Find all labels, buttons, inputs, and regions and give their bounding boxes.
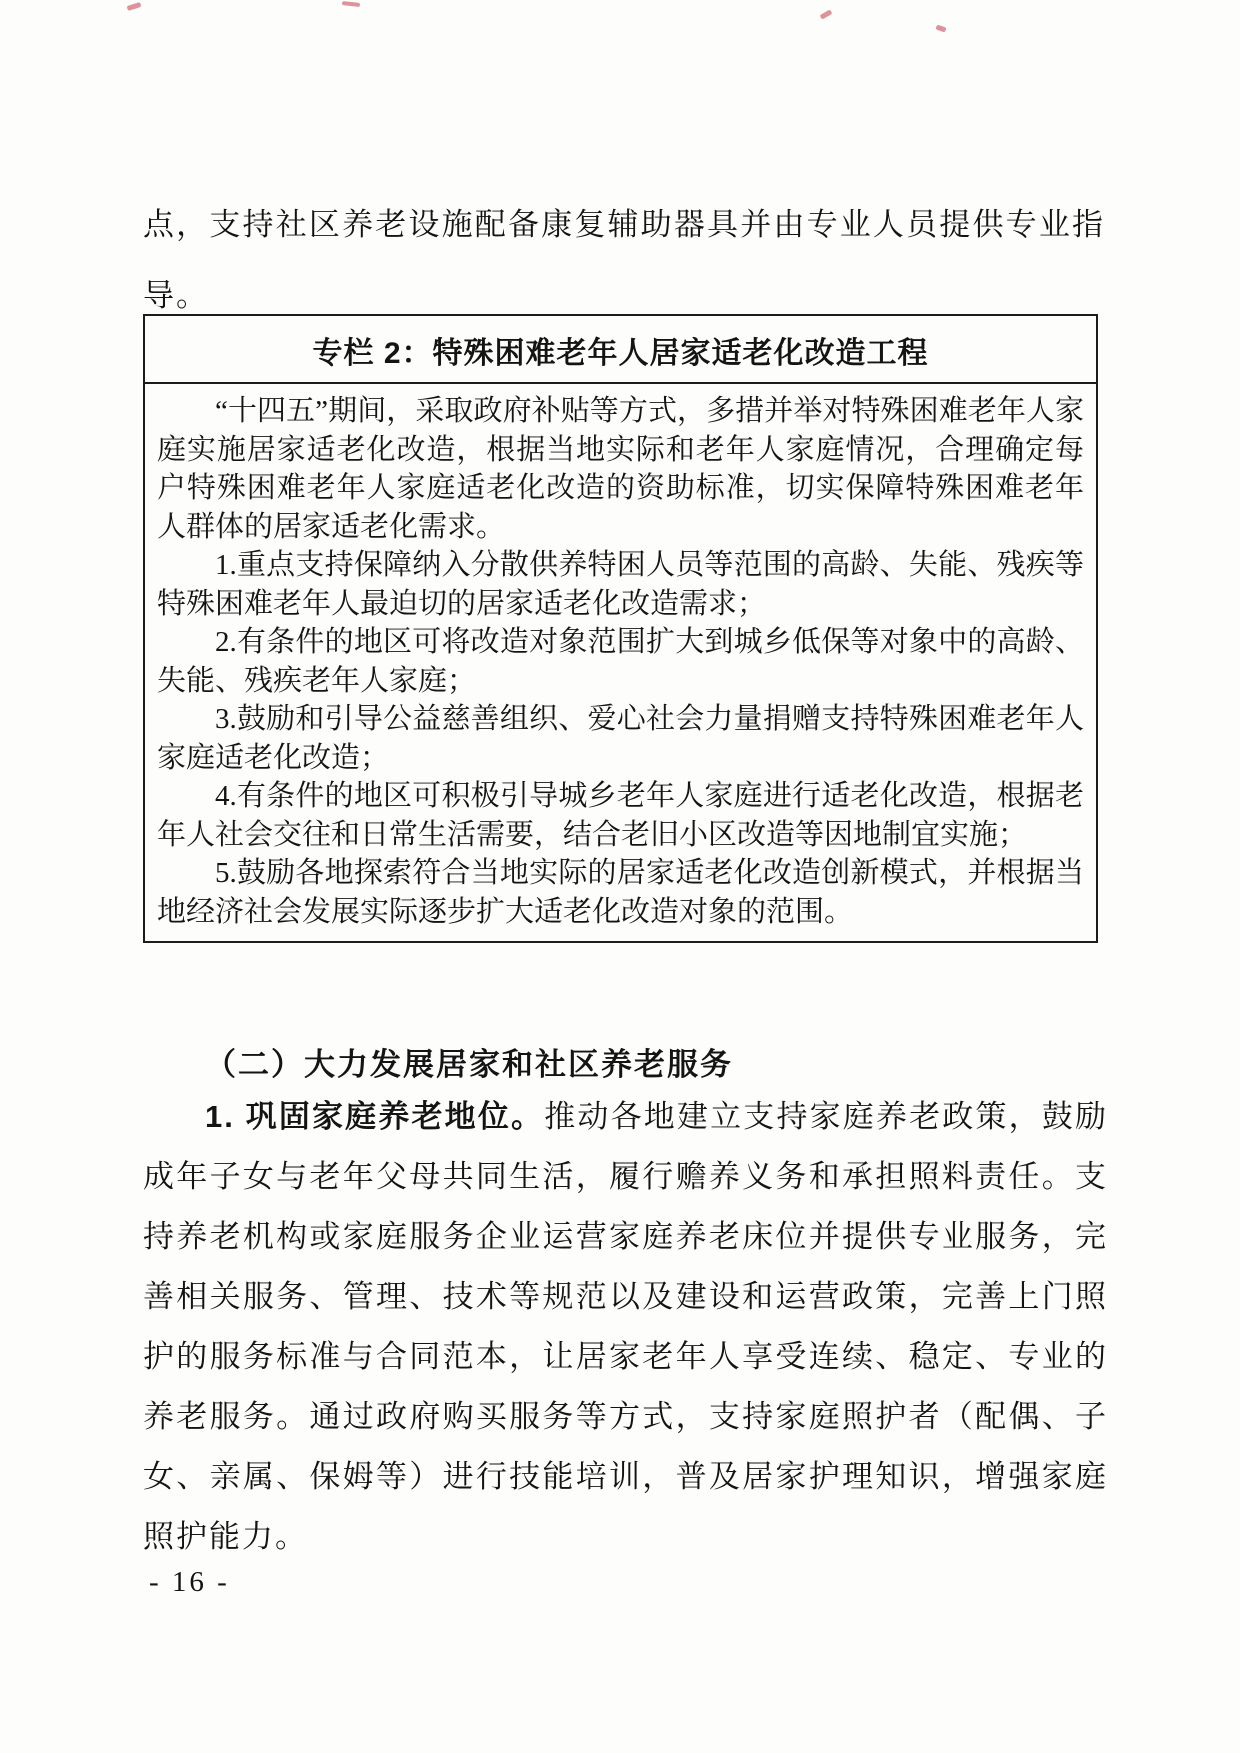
body-paragraph (143, 1087, 1108, 1567)
box-list-item-3: 3.鼓励和引导公益慈善组织、爱心社会力量捐赠支持特殊困难老年人家庭适老化改造； (157, 703, 1084, 774)
scan-artifact (127, 2, 142, 11)
scan-artifact (342, 1, 360, 7)
box-list-item-5: 5.鼓励各地探索符合当地实际的居家适老化改造创新模式，并根据当地经济社会发展实际逐步扩大适老化改造对象的范围。 (157, 857, 1084, 928)
scan-artifact (820, 9, 833, 19)
intro-paragraph: 点，支持社区养老设施配备康复辅助器具并由专业人员提供专业指导。 (143, 207, 1105, 313)
page-number: - 16 - (149, 1566, 230, 1598)
feature-box (143, 314, 1098, 943)
feature-box-body (145, 384, 1096, 941)
scan-artifact (935, 24, 946, 32)
box-list-item-1: 1.重点支持保障纳入分散供养特困人员等范围的高龄、失能、残疾等特殊困难老年人最迫切的居家适老化改造需求； (157, 549, 1084, 620)
paragraph-body-text: 推动各地建立支持家庭养老政策，鼓励成年子女与老年父母共同生活，履行赡养义务和承担照料责任。支持养老机构或家庭服务企业运营家庭养老床位并提供专业服务，完善相关服务、管理、技术等规范以及建设和运营政策，完善上门照护的服务标准与合同范本，让居家老年人享受连续、稳定、专业的养老服务。通过政府购买服务等方式，支持家庭照护者（配偶、子女、亲属、保姆等）进行技能培训，普及居家护理知识，增强家庭照护能力。 (143, 1099, 1109, 1554)
feature-box-title: 专栏 2：特殊困难老年人居家适老化改造工程 (145, 316, 1096, 384)
box-list-item-4: 4.有条件的地区可积极引导城乡老年人家庭进行适老化改造，根据老年人社会交往和日常生活需要，结合老旧小区改造等因地制宜实施； (157, 780, 1084, 851)
box-paragraph-intro: “十四五”期间，采取政府补贴等方式，多措并举对特殊困难老年人家庭实施居家适老化改造，根据当地实际和老年人家庭情况，合理确定每户特殊困难老年人家庭适老化改造的资助标准，切实保障特殊困难老年人群体的居家适老化需求。 (157, 395, 1084, 543)
box-list-item-2: 2.有条件的地区可将改造对象范围扩大到城乡低保等对象中的高龄、失能、残疾老年人家庭； (157, 626, 1084, 697)
section-heading: （二）大力发展居家和社区养老服务 (205, 1046, 733, 1082)
paragraph-lead-bold: 1. 巩固家庭养老地位。 (205, 1099, 545, 1134)
